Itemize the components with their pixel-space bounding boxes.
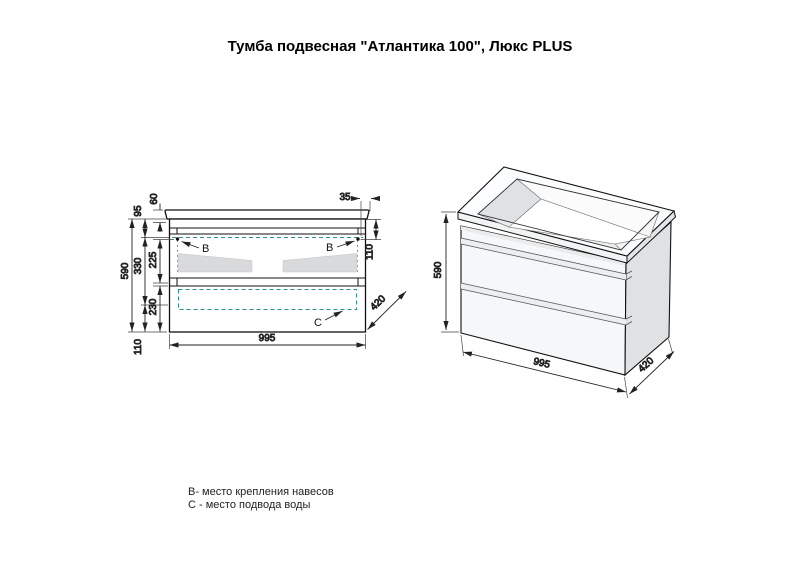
dim-110-bottom: 110 [133,339,144,355]
legend-line-b: B- место крепления навесов [188,486,334,498]
dim-110-right: 110 [364,244,376,260]
iso-ext-420 [669,339,673,353]
iso-dim-995: 995 [532,356,551,371]
dim-330: 330 [133,257,144,275]
iso-view-drawing [433,167,676,398]
cabinet-body-front [170,219,366,332]
b-right-label: B [326,242,334,254]
dim-95: 95 [133,205,144,217]
mount-point-b-left [176,237,179,240]
b-left-label: B [202,243,210,255]
dim-420-front: 420 [368,293,389,313]
dim-35: 35 [339,192,351,203]
front-view-drawing [120,192,406,355]
mount-point-b-right [356,237,359,240]
page-title: Тумба подвесная "Атлантика 100", Люкс PLUS [227,38,573,55]
iso-dim-420: 420 [636,355,657,375]
countertop-front [165,210,369,219]
dim-590-front: 590 [120,262,131,280]
dim-995-front: 995 [258,333,276,344]
iso-dim-590: 590 [433,261,444,279]
dim-60: 60 [149,193,160,205]
legend-line-c: C - место подвода воды [188,499,311,511]
dim-230: 230 [148,298,159,316]
legend [188,486,334,512]
c-label: C [314,317,322,329]
dim-225: 225 [148,251,159,269]
